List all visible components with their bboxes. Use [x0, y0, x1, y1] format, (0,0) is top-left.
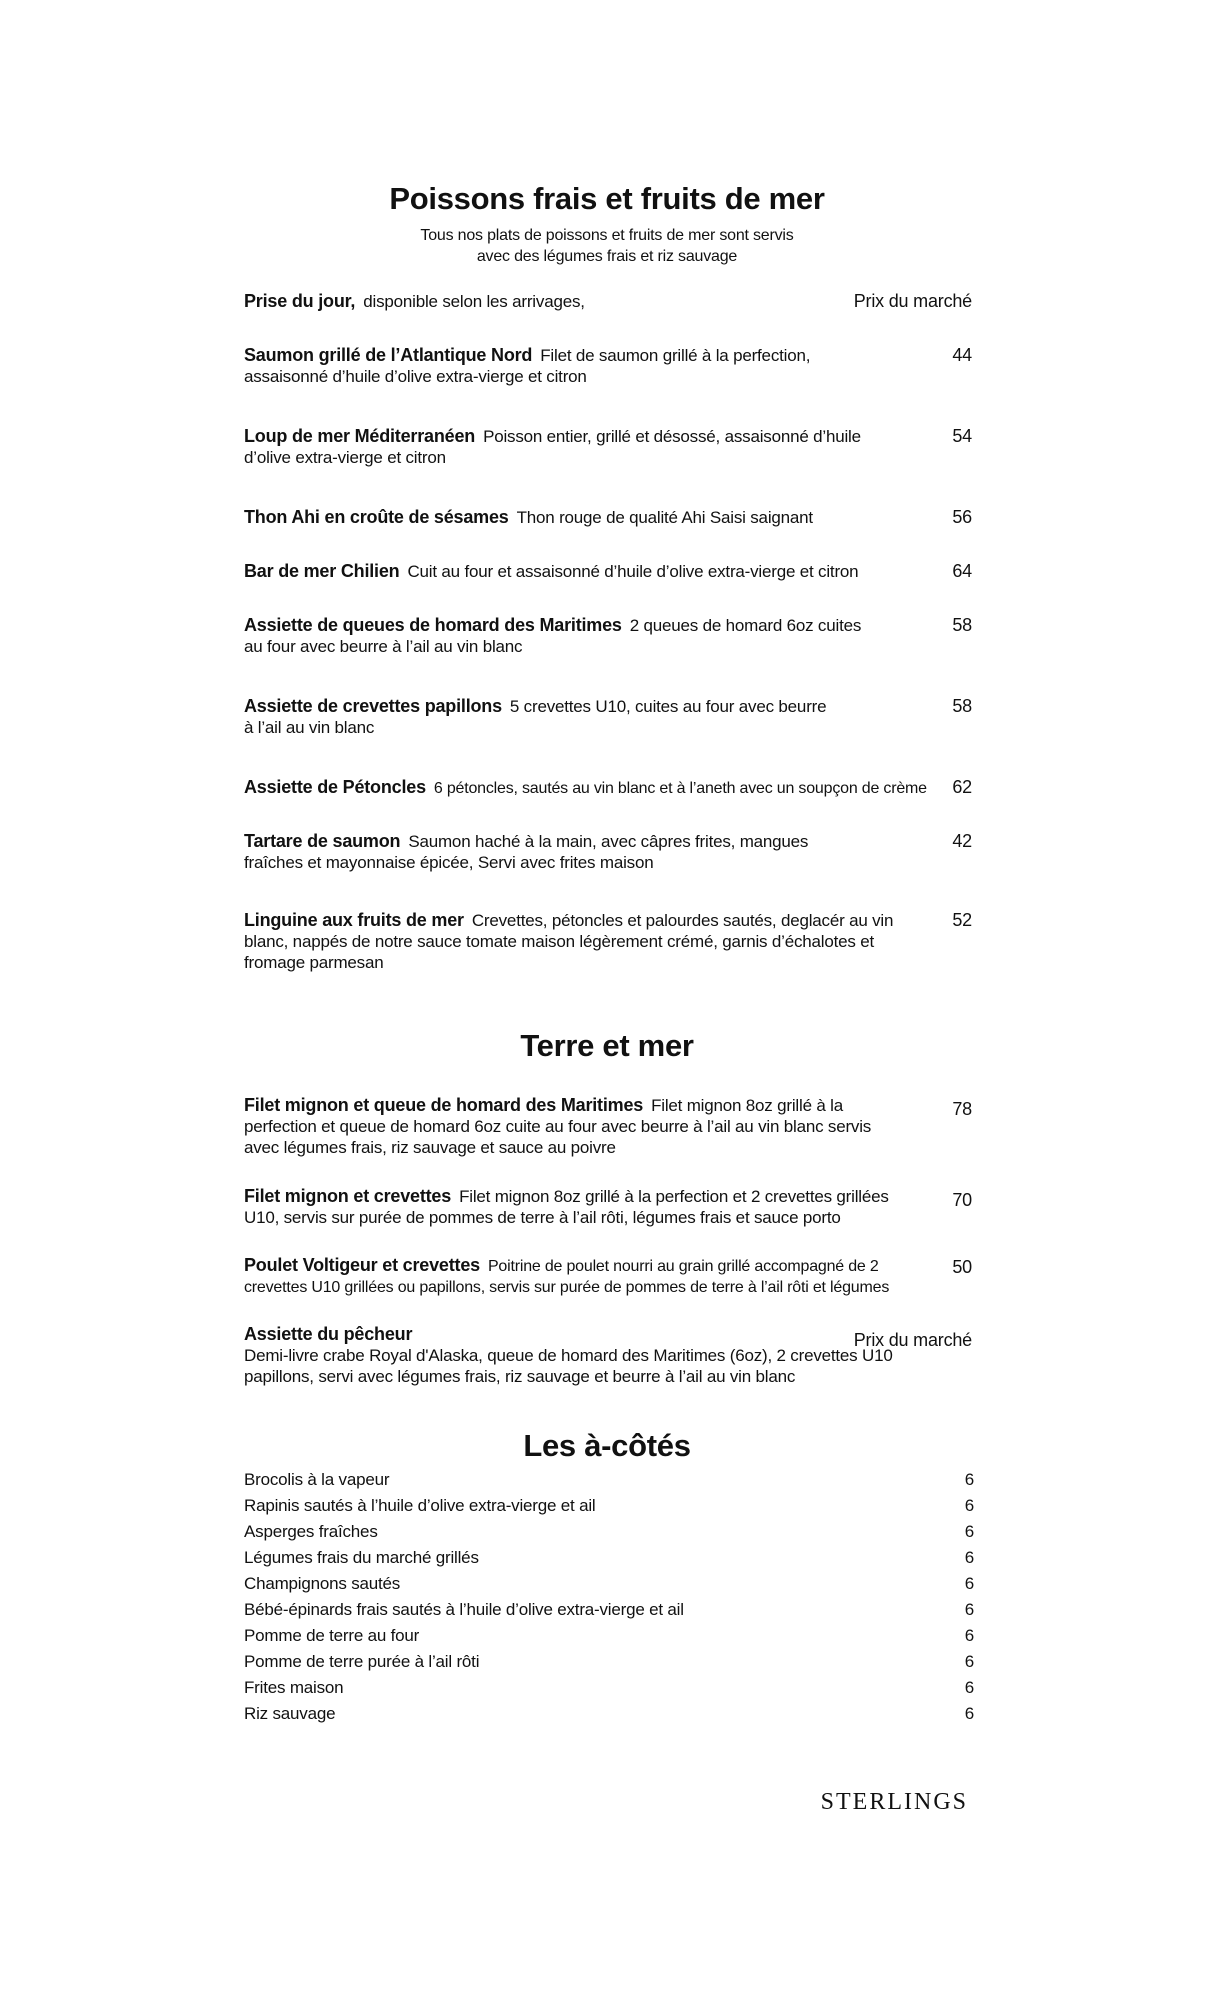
side-name: Frites maison	[244, 1678, 344, 1697]
item-price: 54	[952, 426, 972, 446]
menu-item	[244, 291, 974, 312]
section-title-surf: Terre et mer	[520, 1028, 694, 1063]
item-price: 78	[952, 1099, 972, 1119]
subtitle-line: avec des légumes frais et riz sauvage	[476, 248, 738, 265]
item-description: Thon rouge de qualité Ahi Saisi saignant	[516, 508, 813, 527]
item-price: 62	[952, 777, 972, 797]
side-name: Riz sauvage	[244, 1704, 336, 1723]
menu-item	[244, 1186, 974, 1228]
item-description: Filet mignon 8oz grillé à la perfection et 2 crevettes grillées U10, servis sur purée de pommes de terre à l’ail rôti, légumes frais et sauce porto	[244, 1187, 889, 1227]
side-name: Bébé-épinards frais sautés à l’huile d’olive extra-vierge et ail	[244, 1600, 684, 1619]
item-name: Assiette de Pétoncles	[244, 777, 426, 797]
item-price: 52	[952, 910, 972, 930]
item-name: Bar de mer Chilien	[244, 561, 400, 581]
menu-item	[244, 426, 974, 468]
side-name: Asperges fraîches	[244, 1522, 378, 1541]
menu-item	[244, 561, 974, 582]
side-item	[244, 1519, 974, 1545]
side-price: 6	[964, 1548, 974, 1567]
item-name: Assiette de crevettes papillons	[244, 696, 502, 716]
side-name: Rapinis sautés à l’huile d’olive extra-vierge et ail	[244, 1496, 596, 1515]
item-name: Tartare de saumon	[244, 831, 401, 851]
item-description: Poisson entier, grillé et désossé, assaisonné d’huile d’olive extra-vierge et citron	[244, 427, 861, 467]
item-name: Thon Ahi en croûte de sésames	[244, 507, 509, 527]
section-title-fish: Poissons frais et fruits de mer	[389, 181, 825, 216]
side-item	[244, 1649, 974, 1675]
side-item	[244, 1675, 974, 1701]
item-price: 64	[952, 561, 972, 581]
side-price: 6	[964, 1522, 974, 1541]
item-description: Filet mignon 8oz grillé à la perfection et queue de homard 6oz cuite au four avec beurre à l’ail au vin blanc servis avec légumes frais, riz sauvage et sauce au poivre	[244, 1096, 872, 1157]
side-item	[244, 1701, 974, 1727]
side-price: 6	[964, 1574, 974, 1593]
menu-item	[244, 777, 974, 799]
side-name: Champignons sautés	[244, 1574, 401, 1593]
item-name: Assiette du pêcheur	[244, 1324, 413, 1344]
item-description: 2 queues de homard 6oz cuites au four avec beurre à l’ail au vin blanc	[244, 616, 862, 656]
item-price: 70	[952, 1190, 972, 1210]
side-price: 6	[964, 1678, 974, 1697]
menu-item	[244, 1324, 974, 1387]
item-name: Loup de mer Méditerranéen	[244, 426, 476, 446]
side-price: 6	[964, 1652, 974, 1671]
side-item	[244, 1571, 974, 1597]
brand-logo: STERLINGS	[820, 1789, 968, 1815]
sides-list	[244, 1467, 974, 1727]
menu-item	[244, 831, 974, 873]
side-price: 6	[964, 1470, 974, 1489]
item-description: Filet de saumon grillé à la perfection, assaisonné d’huile d’olive extra-vierge et citron	[244, 346, 811, 386]
item-description: 6 pétoncles, sautés au vin blanc et à l’aneth avec un soupçon de crème	[433, 780, 927, 797]
side-name: Pomme de terre au four	[244, 1626, 420, 1645]
item-description: Saumon haché à la main, avec câpres frites, mangues fraîches et mayonnaise épicée, Servi avec frites maison	[244, 832, 809, 872]
section-subtitle-fish	[0, 225, 1214, 267]
side-item	[244, 1467, 974, 1493]
side-price: 6	[964, 1600, 974, 1619]
item-name: Prise du jour,	[244, 291, 356, 311]
item-price: 44	[952, 345, 972, 365]
item-price: 56	[952, 507, 972, 527]
item-price: Prix du marché	[853, 1330, 972, 1350]
side-item	[244, 1545, 974, 1571]
item-name: Saumon grillé de l’Atlantique Nord	[244, 345, 533, 365]
menu-item	[244, 345, 974, 387]
menu-item	[244, 1255, 974, 1298]
item-name: Filet mignon et crevettes	[244, 1186, 452, 1206]
item-description: Demi-livre crabe Royal d'Alaska, queue de homard des Maritimes (6oz), 2 crevettes U10 papillons, servi avec légumes frais, riz sauvage et beurre à l’ail au vin blanc	[244, 1346, 893, 1386]
section-title-sides: Les à-côtés	[523, 1428, 691, 1463]
subtitle-line: Tous nos plats de poissons et fruits de mer sont servis	[420, 227, 794, 244]
item-name: Linguine aux fruits de mer	[244, 910, 464, 930]
menu-item	[244, 910, 974, 973]
side-item	[244, 1493, 974, 1519]
side-name: Légumes frais du marché grillés	[244, 1548, 479, 1567]
menu-item	[244, 696, 974, 738]
item-price: 58	[952, 696, 972, 716]
side-item	[244, 1623, 974, 1649]
item-description: Crevettes, pétoncles et palourdes sautés, deglacér au vin blanc, nappés de notre sauce tomate maison légèrement crémé, garnis d’échalotes et fromage parmesan	[244, 911, 894, 972]
item-price: 50	[952, 1257, 972, 1277]
item-price: 58	[952, 615, 972, 635]
side-price: 6	[964, 1626, 974, 1645]
item-description: disponible selon les arrivages,	[363, 292, 585, 311]
item-description: Cuit au four et assaisonné d’huile d’olive extra-vierge et citron	[407, 562, 859, 581]
item-name: Filet mignon et queue de homard des Maritimes	[244, 1095, 644, 1115]
item-description: Poitrine de poulet nourri au grain grillé accompagné de 2 crevettes U10 grillées ou papillons, servis sur purée de pommes de terre à l’ail rôti et légumes	[244, 1258, 890, 1296]
side-name: Pomme de terre purée à l’ail rôti	[244, 1652, 480, 1671]
side-price: 6	[964, 1704, 974, 1723]
item-description: 5 crevettes U10, cuites au four avec beurre à l’ail au vin blanc	[244, 697, 827, 737]
item-name: Assiette de queues de homard des Maritimes	[244, 615, 622, 635]
item-price: Prix du marché	[853, 291, 972, 311]
item-name: Poulet Voltigeur et crevettes	[244, 1255, 480, 1275]
side-item	[244, 1597, 974, 1623]
side-name: Brocolis à la vapeur	[244, 1470, 390, 1489]
item-price: 42	[952, 831, 972, 851]
menu-item	[244, 507, 974, 528]
side-price: 6	[964, 1496, 974, 1515]
menu-item	[244, 1095, 974, 1158]
menu-item	[244, 615, 974, 657]
